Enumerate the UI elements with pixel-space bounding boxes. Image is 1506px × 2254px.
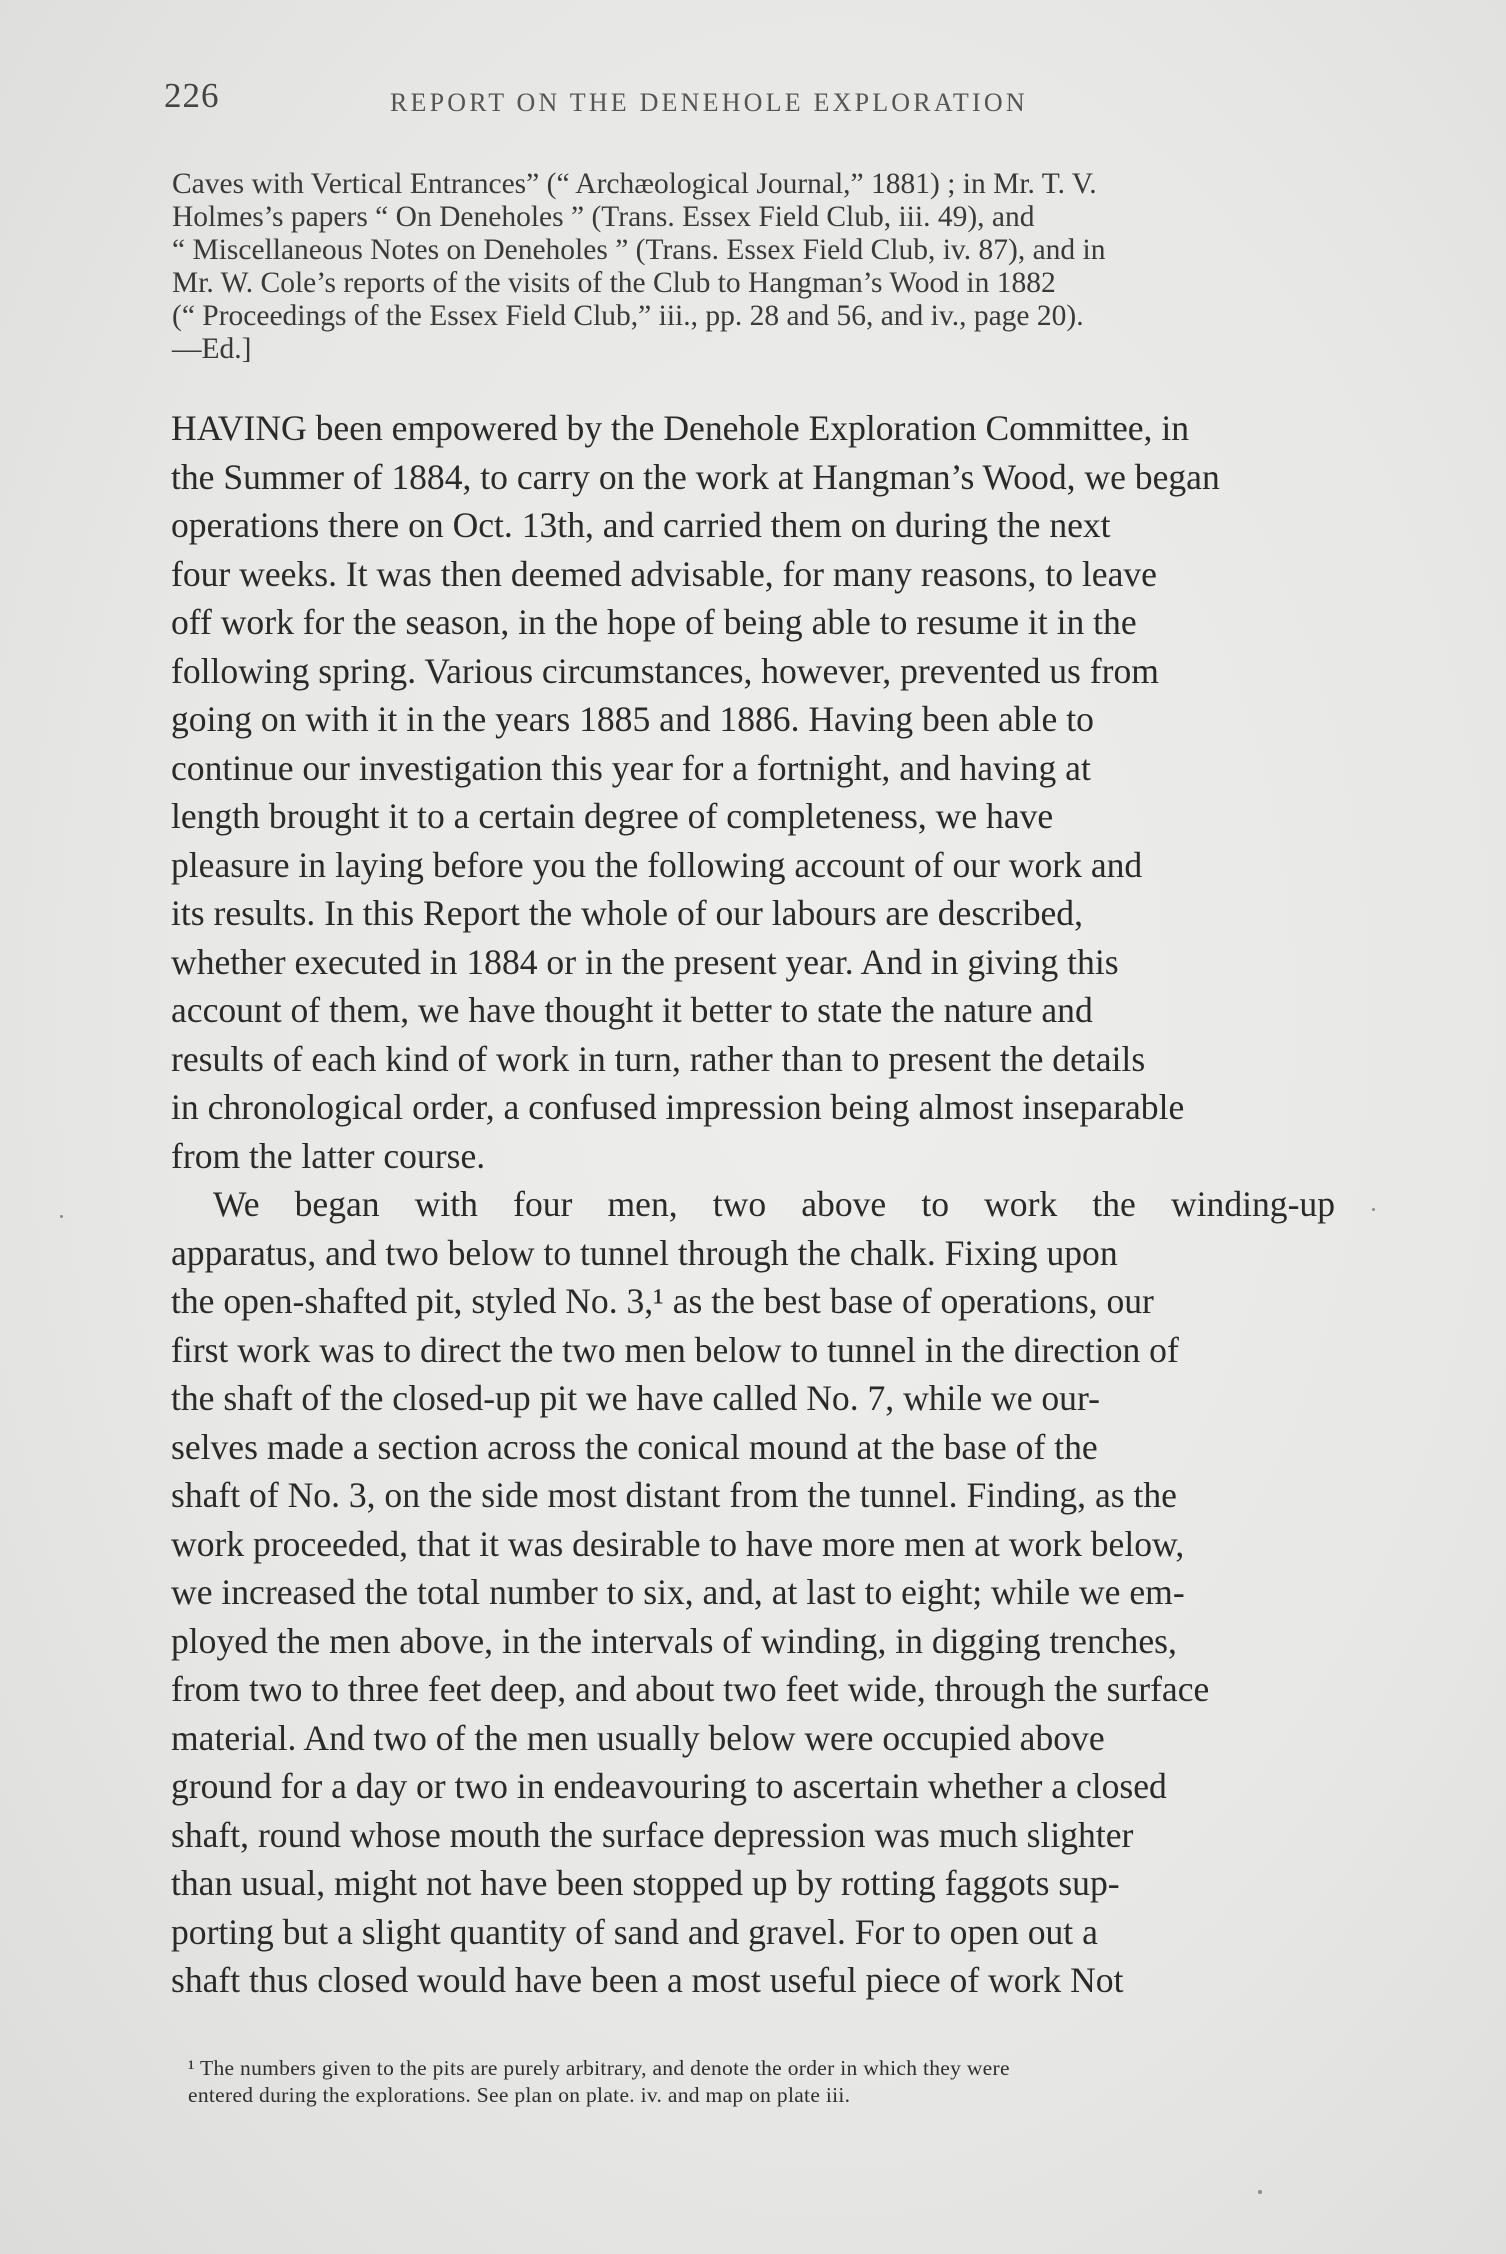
text-line: than usual, might not have been stopped up by rotting faggots sup- — [171, 1863, 1120, 1903]
text-line: from the latter course. — [171, 1135, 486, 1176]
text-line: its results. In this Report the whole of our labours are described, — [171, 893, 1083, 933]
text-line: porting but a slight quantity of sand and gravel. For to open out a — [171, 1911, 1098, 1952]
intro-line: —Ed.] — [172, 333, 252, 365]
text-line: first work was to direct the two men below to tunnel in the direction of — [171, 1329, 1179, 1370]
text-line: going on with it in the years 1885 and 1886. Having been able to — [171, 699, 1094, 739]
page-number: 226 — [164, 76, 220, 115]
intro-line: (“ Proceedings of the Essex Field Club,” iii., pp. 28 and 56, and iv., page 20). — [172, 300, 1084, 332]
text-line: following spring. Various circumstances, however, prevented us from — [171, 650, 1159, 691]
text-line: in chronological order, a confused impression being almost inseparable — [171, 1087, 1185, 1127]
text-line: shaft thus closed would have been a most useful piece of work Not — [171, 1960, 1124, 2000]
paper-speck — [60, 1215, 63, 1218]
text-line: ployed the men above, in the intervals of winding, in digging trenches, — [171, 1620, 1177, 1661]
intro-line: Holmes’s papers “ On Deneholes ” (Trans. Essex Field Club, iii. 49), and — [172, 201, 1035, 233]
paper-speck — [1258, 2190, 1262, 2194]
text-line: whether executed in 1884 or in the present year. And in giving this — [171, 941, 1119, 982]
text-line: selves made a section across the conical mound at the base of the — [171, 1426, 1098, 1467]
text-line: length brought it to a certain degree of completeness, we have — [171, 796, 1054, 836]
text-line: from two to three feet deep, and about two feet wide, through the surface — [171, 1669, 1210, 1709]
intro-line: Mr. W. Cole’s reports of the visits of the Club to Hangman’s Wood in 1882 — [172, 267, 1056, 299]
text-line: pleasure in laying before you the following account of our work and — [171, 844, 1143, 885]
text-line: shaft, round whose mouth the surface depression was much slighter — [171, 1814, 1134, 1855]
text-line: apparatus, and two below to tunnel through the chalk. Fixing upon — [171, 1232, 1118, 1273]
text-line: the Summer of 1884, to carry on the work at Hangman’s Wood, we began — [171, 456, 1220, 497]
paper-speck — [1372, 1208, 1375, 1211]
text-line: ground for a day or two in endeavouring to ascertain whether a closed — [171, 1766, 1167, 1806]
text-line: material. And two of the men usually below were occupied above — [171, 1717, 1105, 1758]
text-line: the shaft of the closed-up pit we have called No. 7, while we our- — [171, 1378, 1100, 1418]
text-line: HAVING been empowered by the Denehole Exploration Committee, in — [171, 408, 1190, 448]
running-head: REPORT ON THE DENEHOLE EXPLORATION — [390, 88, 1028, 117]
footnote-line: entered during the explorations. See plan on plate. iv. and map on plate iii. — [188, 2083, 851, 2107]
text-line: we increased the total number to six, and, at last to eight; while we em- — [171, 1572, 1185, 1612]
text-line: results of each kind of work in turn, rather than to present the details — [171, 1038, 1146, 1079]
intro-line: “ Miscellaneous Notes on Deneholes ” (Trans. Essex Field Club, iv. 87), and in — [172, 234, 1106, 266]
text-line: operations there on Oct. 13th, and carried them on during the next — [171, 505, 1111, 545]
text-line: continue our investigation this year for a fortnight, and having at — [171, 747, 1091, 788]
text-line: the open-shafted pit, styled No. 3,¹ as the best base of operations, our — [171, 1281, 1154, 1321]
text-line: shaft of No. 3, on the side most distant from the tunnel. Finding, as the — [171, 1475, 1177, 1515]
text-line: account of them, we have thought it better to state the nature and — [171, 990, 1093, 1030]
text-line: four weeks. It was then deemed advisable, for many reasons, to leave — [171, 553, 1157, 594]
text-line: work proceeded, that it was desirable to have more men at work below, — [171, 1523, 1185, 1564]
text-line: We began with four men, two above to work the winding-up — [213, 1184, 1335, 1224]
footnote-line: ¹ The numbers given to the pits are purely arbitrary, and denote the order in which they were — [188, 2056, 1010, 2080]
text-line: off work for the season, in the hope of being able to resume it in the — [171, 602, 1137, 642]
intro-line: Caves with Vertical Entrances” (“ Archæological Journal,” 1881) ; in Mr. T. V. — [172, 168, 1097, 200]
